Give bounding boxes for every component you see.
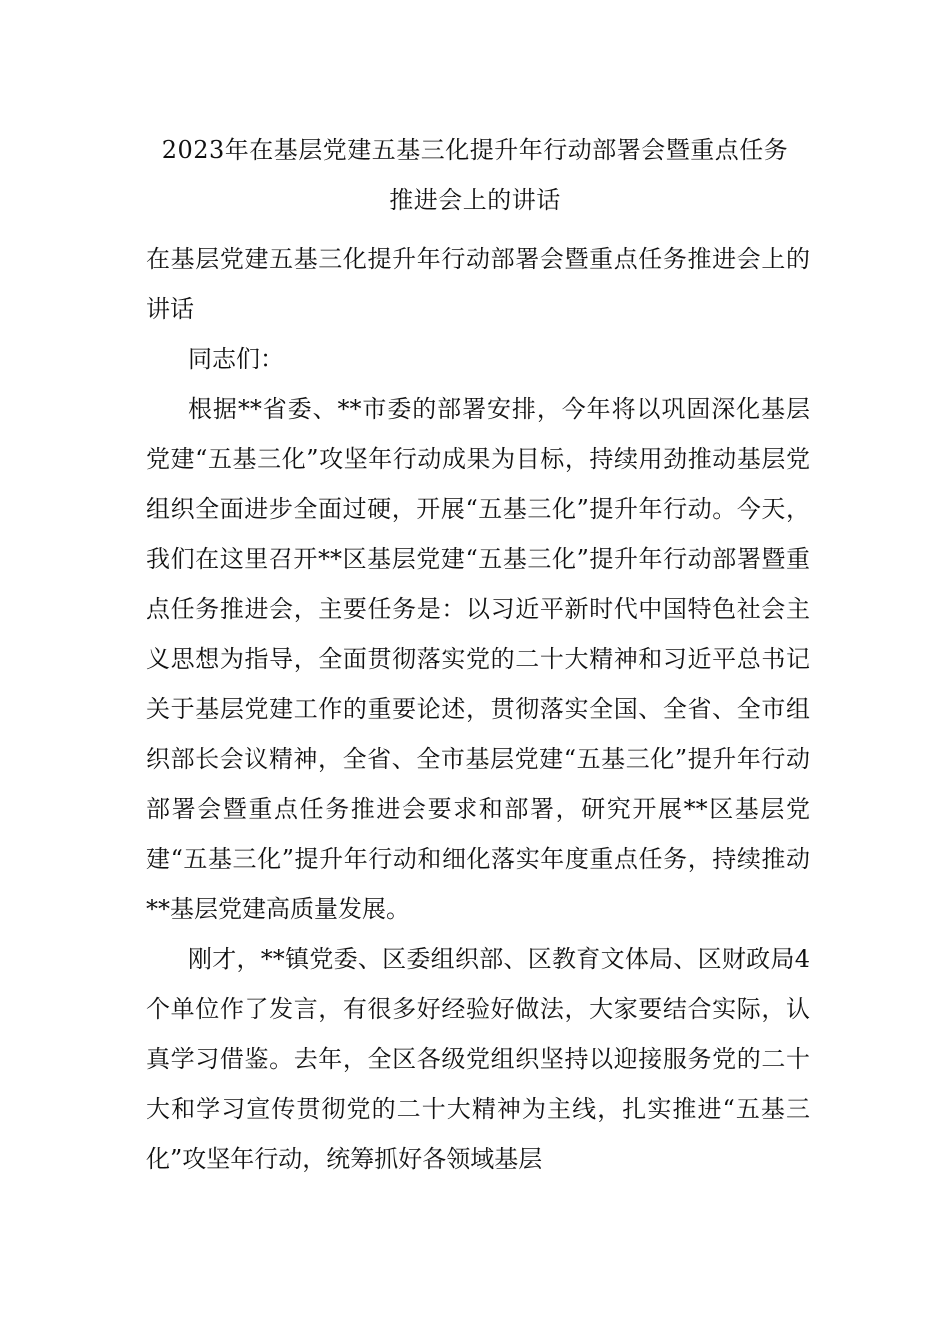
document-subtitle: 在基层党建五基三化提升年行动部署会暨重点任务推进会上的讲话 — [146, 245, 810, 323]
paragraph: 刚才，**镇党委、区委组织部、区教育文体局、区财政局4个单位作了发言，有很多好经验好做法，大家要结合实际，认真学习借鉴。去年，全区各级党组织坚持以迎接服务党的二十大和学习宣传贯彻党的二十大精神为主线，扎实推进“五基三化”攻坚年行动，统筹抓好各领域基层 — [146, 945, 810, 1173]
salutation: 同志们： — [188, 345, 284, 373]
document-title-line-2: 推进会上的讲话 — [389, 186, 561, 214]
document-body — [146, 234, 810, 1184]
paragraph: 根据**省委、**市委的部署安排，今年将以巩固深化基层党建“五基三化”攻坚年行动成果为目标，持续用劲推动基层党组织全面进步全面过硬，开展“五基三化”提升年行动。今天，我们在这里召开**区基层党建“五基三化”提升年行动部署暨重点任务推进会，主要任务是：以习近平新时代中国特色社会主义思想为指导，全面贯彻落实党的二十大精神和习近平总书记关于基层党建工作的重要论述，贯彻落实全国、全省、全市组织部长会议精神，全省、全市基层党建“五基三化”提升年行动部署会暨重点任务推进会要求和部署，研究开展**区基层党建“五基三化”提升年行动和细化落实年度重点任务，持续推动**基层党建高质量发展。 — [146, 395, 810, 923]
document-title-line-1: 2023年在基层党建五基三化提升年行动部署会暨重点任务 — [161, 136, 789, 164]
